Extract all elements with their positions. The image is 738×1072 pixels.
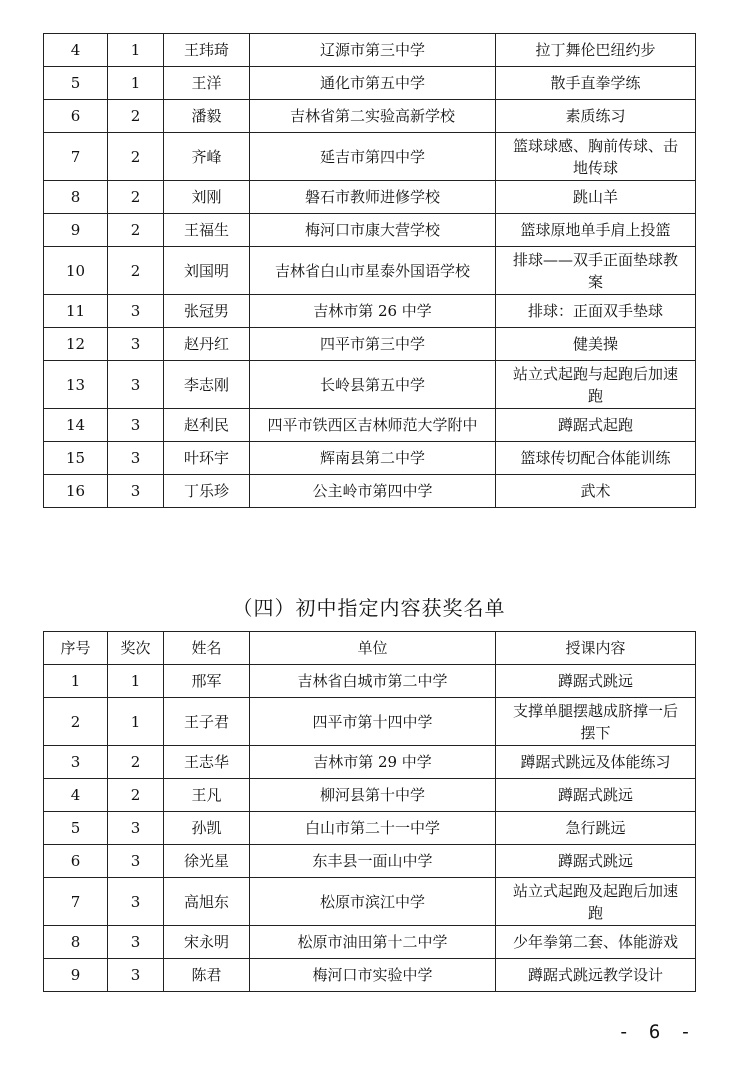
cell-unit: 松原市滨江中学	[250, 878, 496, 926]
cell-no: 13	[44, 361, 108, 409]
cell-content: 跳山羊	[496, 181, 696, 214]
table-row	[44, 475, 696, 508]
cell-content: 站立式起跑及起跑后加速跑	[496, 878, 696, 926]
cell-name: 赵利民	[164, 409, 250, 442]
cell-rank: 3	[108, 926, 164, 959]
cell-rank: 1	[108, 665, 164, 698]
cell-name: 孙凯	[164, 812, 250, 845]
cell-rank: 3	[108, 409, 164, 442]
cell-no: 12	[44, 328, 108, 361]
cell-no: 2	[44, 698, 108, 746]
cell-rank: 2	[108, 133, 164, 181]
cell-content: 拉丁舞伦巴纽约步	[496, 34, 696, 67]
table-header-row	[44, 632, 696, 665]
cell-content: 蹲踞式起跑	[496, 409, 696, 442]
table-row	[44, 247, 696, 295]
cell-content: 健美操	[496, 328, 696, 361]
cell-name: 王福生	[164, 214, 250, 247]
cell-rank: 2	[108, 247, 164, 295]
cell-no: 8	[44, 926, 108, 959]
cell-rank: 3	[108, 475, 164, 508]
table-row	[44, 67, 696, 100]
header-content: 授课内容	[496, 632, 696, 665]
cell-name: 王玮琦	[164, 34, 250, 67]
header-rank: 奖次	[108, 632, 164, 665]
table-row	[44, 409, 696, 442]
cell-unit: 磐石市教师进修学校	[250, 181, 496, 214]
cell-no: 1	[44, 665, 108, 698]
table-row	[44, 878, 696, 926]
cell-content: 散手直拳学练	[496, 67, 696, 100]
cell-unit: 通化市第五中学	[250, 67, 496, 100]
table-row	[44, 779, 696, 812]
cell-unit: 四平市第三中学	[250, 328, 496, 361]
cell-content: 蹲踞式跳远	[496, 845, 696, 878]
cell-name: 叶环宇	[164, 442, 250, 475]
cell-unit: 梅河口市康大营学校	[250, 214, 496, 247]
cell-name: 徐光星	[164, 845, 250, 878]
table-row	[44, 295, 696, 328]
cell-no: 10	[44, 247, 108, 295]
cell-name: 王凡	[164, 779, 250, 812]
cell-content: 急行跳远	[496, 812, 696, 845]
cell-name: 高旭东	[164, 878, 250, 926]
table-row	[44, 361, 696, 409]
cell-rank: 1	[108, 698, 164, 746]
header-name: 姓名	[164, 632, 250, 665]
cell-name: 王志华	[164, 746, 250, 779]
cell-unit: 吉林市第 29 中学	[250, 746, 496, 779]
table-row	[44, 665, 696, 698]
cell-unit: 延吉市第四中学	[250, 133, 496, 181]
cell-no: 9	[44, 214, 108, 247]
table-row	[44, 812, 696, 845]
cell-no: 15	[44, 442, 108, 475]
cell-name: 刘刚	[164, 181, 250, 214]
cell-content: 素质练习	[496, 100, 696, 133]
award-table-junior-high	[43, 631, 696, 992]
cell-no: 4	[44, 34, 108, 67]
cell-rank: 3	[108, 878, 164, 926]
cell-name: 齐峰	[164, 133, 250, 181]
cell-rank: 2	[108, 779, 164, 812]
cell-no: 6	[44, 845, 108, 878]
cell-no: 8	[44, 181, 108, 214]
cell-unit: 长岭县第五中学	[250, 361, 496, 409]
cell-rank: 3	[108, 361, 164, 409]
table-row	[44, 328, 696, 361]
cell-content: 支撑单腿摆越成脐撑一后摆下	[496, 698, 696, 746]
cell-unit: 吉林省白山市星泰外国语学校	[250, 247, 496, 295]
cell-content: 少年拳第二套、体能游戏	[496, 926, 696, 959]
cell-no: 9	[44, 959, 108, 992]
table-row	[44, 133, 696, 181]
header-unit: 单位	[250, 632, 496, 665]
section-title: （四）初中指定内容获奖名单	[232, 596, 506, 620]
cell-unit: 四平市第十四中学	[250, 698, 496, 746]
cell-name: 张冠男	[164, 295, 250, 328]
cell-unit: 吉林省白城市第二中学	[250, 665, 496, 698]
cell-name: 陈君	[164, 959, 250, 992]
cell-content: 武术	[496, 475, 696, 508]
cell-content: 蹲踞式跳远	[496, 665, 696, 698]
cell-rank: 2	[108, 181, 164, 214]
cell-unit: 白山市第二十一中学	[250, 812, 496, 845]
cell-no: 5	[44, 67, 108, 100]
cell-unit: 辉南县第二中学	[250, 442, 496, 475]
cell-content: 篮球原地单手肩上投篮	[496, 214, 696, 247]
cell-content: 站立式起跑与起跑后加速跑	[496, 361, 696, 409]
cell-rank: 3	[108, 845, 164, 878]
table-row	[44, 442, 696, 475]
cell-name: 丁乐珍	[164, 475, 250, 508]
cell-unit: 四平市铁西区吉林师范大学附中	[250, 409, 496, 442]
cell-name: 潘毅	[164, 100, 250, 133]
cell-no: 7	[44, 133, 108, 181]
cell-name: 刘国明	[164, 247, 250, 295]
cell-content: 篮球传切配合体能训练	[496, 442, 696, 475]
cell-no: 6	[44, 100, 108, 133]
cell-unit: 梅河口市实验中学	[250, 959, 496, 992]
cell-unit: 辽源市第三中学	[250, 34, 496, 67]
cell-content: 排球：正面双手垫球	[496, 295, 696, 328]
table-row	[44, 100, 696, 133]
cell-rank: 3	[108, 959, 164, 992]
cell-unit: 松原市油田第十二中学	[250, 926, 496, 959]
cell-name: 宋永明	[164, 926, 250, 959]
cell-rank: 3	[108, 442, 164, 475]
cell-content: 排球——双手正面垫球教案	[496, 247, 696, 295]
cell-no: 14	[44, 409, 108, 442]
cell-name: 王洋	[164, 67, 250, 100]
cell-rank: 3	[108, 295, 164, 328]
page-number: - 6 -	[618, 1021, 696, 1043]
table-row	[44, 959, 696, 992]
cell-no: 11	[44, 295, 108, 328]
cell-no: 7	[44, 878, 108, 926]
cell-rank: 3	[108, 328, 164, 361]
cell-rank: 2	[108, 214, 164, 247]
cell-unit: 吉林省第二实验高新学校	[250, 100, 496, 133]
cell-rank: 1	[108, 34, 164, 67]
cell-unit: 公主岭市第四中学	[250, 475, 496, 508]
cell-name: 邢军	[164, 665, 250, 698]
table-row	[44, 34, 696, 67]
cell-name: 赵丹红	[164, 328, 250, 361]
cell-content: 蹲踞式跳远教学设计	[496, 959, 696, 992]
cell-content: 篮球球感、胸前传球、击地传球	[496, 133, 696, 181]
table-row	[44, 926, 696, 959]
cell-unit: 吉林市第 26 中学	[250, 295, 496, 328]
table-row	[44, 214, 696, 247]
cell-rank: 1	[108, 67, 164, 100]
table-row	[44, 181, 696, 214]
table-row	[44, 698, 696, 746]
cell-rank: 3	[108, 812, 164, 845]
table-row	[44, 746, 696, 779]
cell-unit: 东丰县一面山中学	[250, 845, 496, 878]
cell-no: 4	[44, 779, 108, 812]
cell-content: 蹲踞式跳远	[496, 779, 696, 812]
award-table-continued	[43, 33, 696, 508]
cell-name: 李志刚	[164, 361, 250, 409]
cell-rank: 2	[108, 746, 164, 779]
cell-no: 3	[44, 746, 108, 779]
cell-content: 蹲踞式跳远及体能练习	[496, 746, 696, 779]
cell-name: 王子君	[164, 698, 250, 746]
cell-no: 5	[44, 812, 108, 845]
cell-unit: 柳河县第十中学	[250, 779, 496, 812]
header-no: 序号	[44, 632, 108, 665]
cell-no: 16	[44, 475, 108, 508]
table-row	[44, 845, 696, 878]
cell-rank: 2	[108, 100, 164, 133]
